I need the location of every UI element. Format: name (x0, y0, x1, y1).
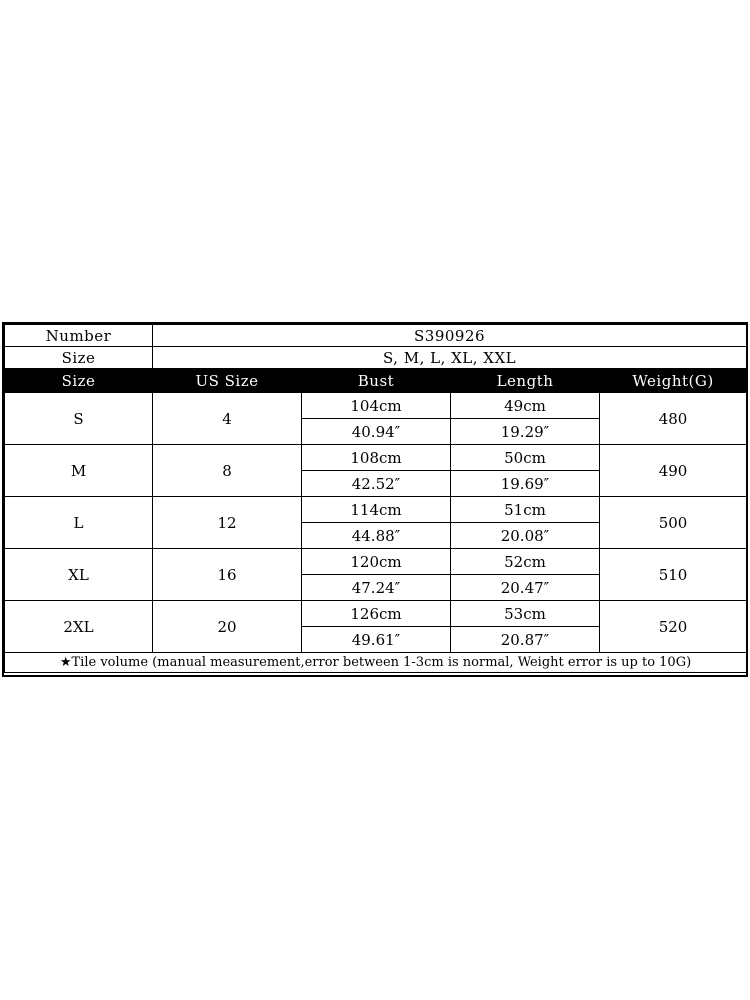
bust-cm-cell: 104cm (302, 393, 451, 419)
length-in-cell: 20.87″ (451, 627, 600, 653)
table-row (5, 549, 747, 575)
size-cell: 2XL (5, 601, 153, 653)
header-size: Size (5, 369, 153, 393)
header-length: Length (451, 369, 600, 393)
bust-in-cell: 49.61″ (302, 627, 451, 653)
length-cm-cell: 53cm (451, 601, 600, 627)
size-cell: S (5, 393, 153, 445)
us-size-cell: 12 (153, 497, 302, 549)
bust-cm-cell: 120cm (302, 549, 451, 575)
size-cell: M (5, 445, 153, 497)
size-label: Size (5, 347, 153, 369)
table-row (5, 445, 747, 471)
weight-cell: 490 (600, 445, 747, 497)
number-row (5, 325, 747, 347)
length-cm-cell: 51cm (451, 497, 600, 523)
number-label: Number (5, 325, 153, 347)
measurement-note: ★Tile volume (manual measurement,error between 1-3cm is normal, Weight error is up to 10G) (5, 653, 747, 673)
length-cm-cell: 52cm (451, 549, 600, 575)
length-in-cell: 19.29″ (451, 419, 600, 445)
bust-cm-cell: 108cm (302, 445, 451, 471)
size-value: S, M, L, XL, XXL (153, 347, 747, 369)
weight-cell: 520 (600, 601, 747, 653)
size-cell: L (5, 497, 153, 549)
header-row (5, 369, 747, 393)
number-value: S390926 (153, 325, 747, 347)
us-size-cell: 8 (153, 445, 302, 497)
length-cm-cell: 50cm (451, 445, 600, 471)
weight-cell: 510 (600, 549, 747, 601)
table-row (5, 497, 747, 523)
us-size-cell: 16 (153, 549, 302, 601)
length-in-cell: 19.69″ (451, 471, 600, 497)
header-weight: Weight(G) (600, 369, 747, 393)
header-us-size: US Size (153, 369, 302, 393)
size-table (4, 324, 747, 673)
size-list-row (5, 347, 747, 369)
us-size-cell: 4 (153, 393, 302, 445)
length-in-cell: 20.08″ (451, 523, 600, 549)
header-bust: Bust (302, 369, 451, 393)
table-row (5, 601, 747, 627)
us-size-cell: 20 (153, 601, 302, 653)
size-chart (2, 322, 748, 677)
table-row (5, 393, 747, 419)
weight-cell: 480 (600, 393, 747, 445)
note-row (5, 653, 747, 673)
bust-in-cell: 47.24″ (302, 575, 451, 601)
bust-in-cell: 40.94″ (302, 419, 451, 445)
weight-cell: 500 (600, 497, 747, 549)
length-cm-cell: 49cm (451, 393, 600, 419)
bust-in-cell: 42.52″ (302, 471, 451, 497)
bust-cm-cell: 114cm (302, 497, 451, 523)
bust-in-cell: 44.88″ (302, 523, 451, 549)
length-in-cell: 20.47″ (451, 575, 600, 601)
bust-cm-cell: 126cm (302, 601, 451, 627)
size-cell: XL (5, 549, 153, 601)
